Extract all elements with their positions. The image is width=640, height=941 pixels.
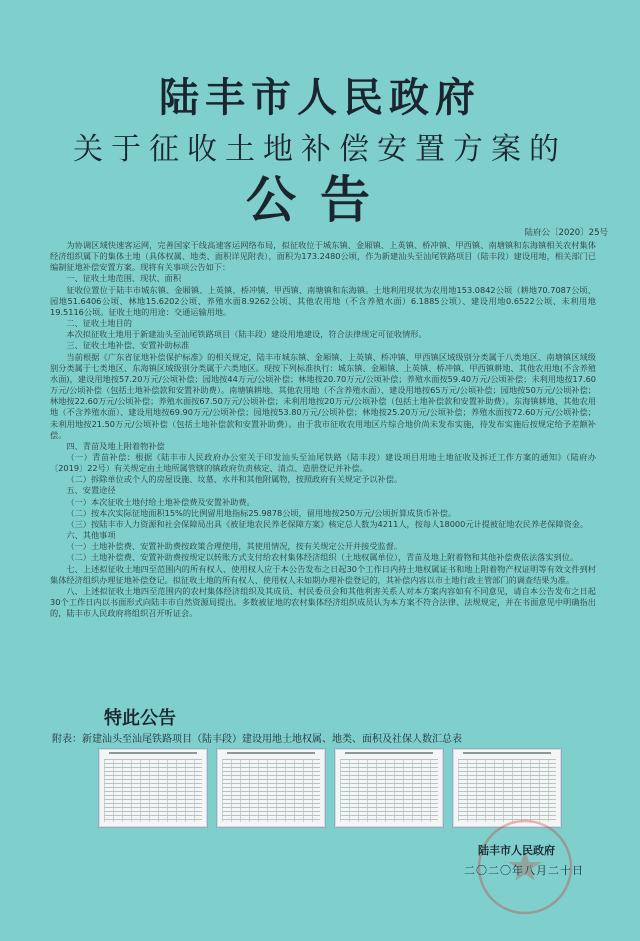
body-paragraph: （三）按陆丰市人力资源和社会保障局出具《被征地农民养老保障方案》核定总人数为4211人，按每人18000元计提被征地农民养老保障资金。	[66, 518, 589, 529]
signature-date: 二〇二〇年八月二十日	[464, 864, 584, 877]
body-paragraph: （一）青苗补偿：根据《陆丰市人民政府办公室关于印发汕头至汕尾铁路（陆丰段）建设项目用地土地征收及拆迁工作方案的通知》（陆府办〔2019〕22号）有关规定由土地所属管辖的镇政府负责核定、清点、造册登记并补偿。	[50, 451, 596, 474]
annex-title: 附表：新建汕头至汕尾铁路项目（陆丰段）建设用地土地权属、地类、面积及社保人数汇总表	[52, 734, 462, 745]
annex-table-thumbnail[interactable]	[98, 748, 208, 828]
body-paragraph: 征收位置位于陆丰市城东镇、金厢镇、上英镇、桥冲镇、甲西镇、南塘镇和东海镇。土地利用现状为农用地153.0842公顷（耕地70.7087公顷、园地51.6406公顷、林地15.6202公顷、养殖水面8.9262公顷、其他农用地（不含养殖水面）6.1885公顷）、建设用地0.6522公顷、未利用地19.5116公顷。征收土地的用途：交通运输用地。	[50, 284, 596, 317]
signature-organization: 陆丰市人民政府	[478, 844, 555, 857]
notice-heading: 公告	[246, 170, 394, 229]
section-heading: 一、征收土地范围、现状、面积	[66, 273, 182, 284]
notice-subtitle: 关于征收土地补偿安置方案的	[73, 132, 567, 167]
document-number: 陆府公〔2020〕25号	[524, 228, 608, 238]
annex-table-thumbnail[interactable]	[216, 748, 326, 828]
body-paragraph: 八、上述拟征收土地四至范围内的农村集体经济组织及其成员、村民委员会和其他利害关系人对本方案内容如有不同意见，请自本公告发布之日起30个工作日内以书面形式向陆丰市自然资源局提出。多数被征地的农村集体经济组织成员认为本方案不符合法律、法规规定，并在书面意见中明确指出的，陆丰市人民政府将组织召开听证会。	[50, 585, 596, 619]
notice-body	[50, 240, 596, 619]
section-heading: 四、青苗及地上附着物补偿	[66, 440, 165, 451]
government-title: 陆丰市人民政府	[159, 74, 481, 121]
section-heading: 五、安置途径	[66, 485, 116, 496]
section-heading: 二、征收土地目的	[66, 318, 132, 329]
body-paragraph: 当前根据《广东省征地补偿保护标准》的相关规定，陆丰市城东镇、金厢镇、上英镇、桥冲镇、甲西镇区域级别分类属于八类地区、南塘镇区域级别分类属于七类地区、东海镇区域级别分类属于六类地区。现按下列标准执行：城东镇、金厢镇、上英镇、桥冲镇、甲西镇耕地、其他农用地(不含养殖水面)，建设用地按57.20万元/公顷补偿；园地按44万元/公顷补偿；林地按20.70万元/公顷补偿；养殖水面按59.40万元/公顷补偿；未利用地按17.60万元/公顷补偿（包括土地补偿款和安置补助费）。南塘镇耕地、其他农用地（不含养殖水面）、建设用地按65万元/公顷补偿；园地按50万元/公顷补偿；林地按22.60万元/公顷补偿；养殖水面按67.50万元/公顷补偿；未利用地按20万元/公顷补偿（包括土地补偿款和安置补助费）。东海镇耕地、其他农用地（不含养殖水面）、建设用地按69.90万元/公顷补偿；园地按53.80万元/公顷补偿；林地按25.20万元/公顷补偿；养殖水面按72.60万元/公顷补偿；未利用地按21.50万元/公顷补偿（包括土地补偿款和安置补助费）。由于我市征收农用地区片综合地价尚未发布实施，待发布实施后按规定给予差额补偿。	[50, 351, 596, 440]
body-paragraph: （二）土地补偿费、安置补助费按规定以转账方式支付给农村集体经济组织（土地权属单位），青苗及地上附着物和其他补偿费依法落实到位。	[66, 552, 579, 563]
body-paragraph: （一）土地补偿费、安置补助费按政策合理使用，其使用情况，按有关规定公开并接受监督。	[66, 541, 403, 552]
body-paragraph: （一）本次征收土地付给土地补偿费及安置补助费。	[66, 496, 255, 507]
body-paragraph: 七、上述拟征收土地四至范围内的所有权人、使用权人应于本公告发布之日起30个工作日内持土地权属证书和地上附着物产权证明等有效文件到村集体经济组织办理征地补偿登记。拟征收土地的所有权人、使用权人未如期办理补偿登记的，其补偿内容以市土地行政主管部门的调查结果为准。	[50, 563, 596, 585]
body-paragraph: （二）拆除单位或个人的房屋设施、坟墓、水井和其他附属物，按照政府有关规定予以补偿。	[66, 474, 403, 485]
closing-phrase: 特此公告	[104, 708, 176, 729]
body-paragraph: 本次拟征收土地用于新建汕头至汕尾铁路项目（陆丰段）建设用地建设，符合法律规定可征收情形。	[66, 329, 427, 340]
section-heading: 三、征收土地补偿、安置补助标准	[66, 340, 190, 351]
section-heading: 六、其他事项	[66, 530, 116, 541]
body-paragraph: 为协调区域快速客运网，完善国家干线高速客运网络布局，拟征收位于城东镇、金厢镇、上英镇、桥冲镇、甲西镇、南塘镇和东海镇相关农村集体经济组织属下的集体土地（具体权属、地类、面积详见附表），面积为173.2480公顷，作为新建汕头至汕尾铁路项目（陆丰段）建设用地，相关部门已编制征地补偿安置方案。现将有关事项公告如下：	[50, 240, 596, 273]
annex-table-thumbnail[interactable]	[334, 748, 444, 828]
body-paragraph: （二）按本次实际征地面积15%的比例留用地指标25.9878公顷，留用地按250万元/公顷折算成货币补偿。	[66, 507, 457, 518]
